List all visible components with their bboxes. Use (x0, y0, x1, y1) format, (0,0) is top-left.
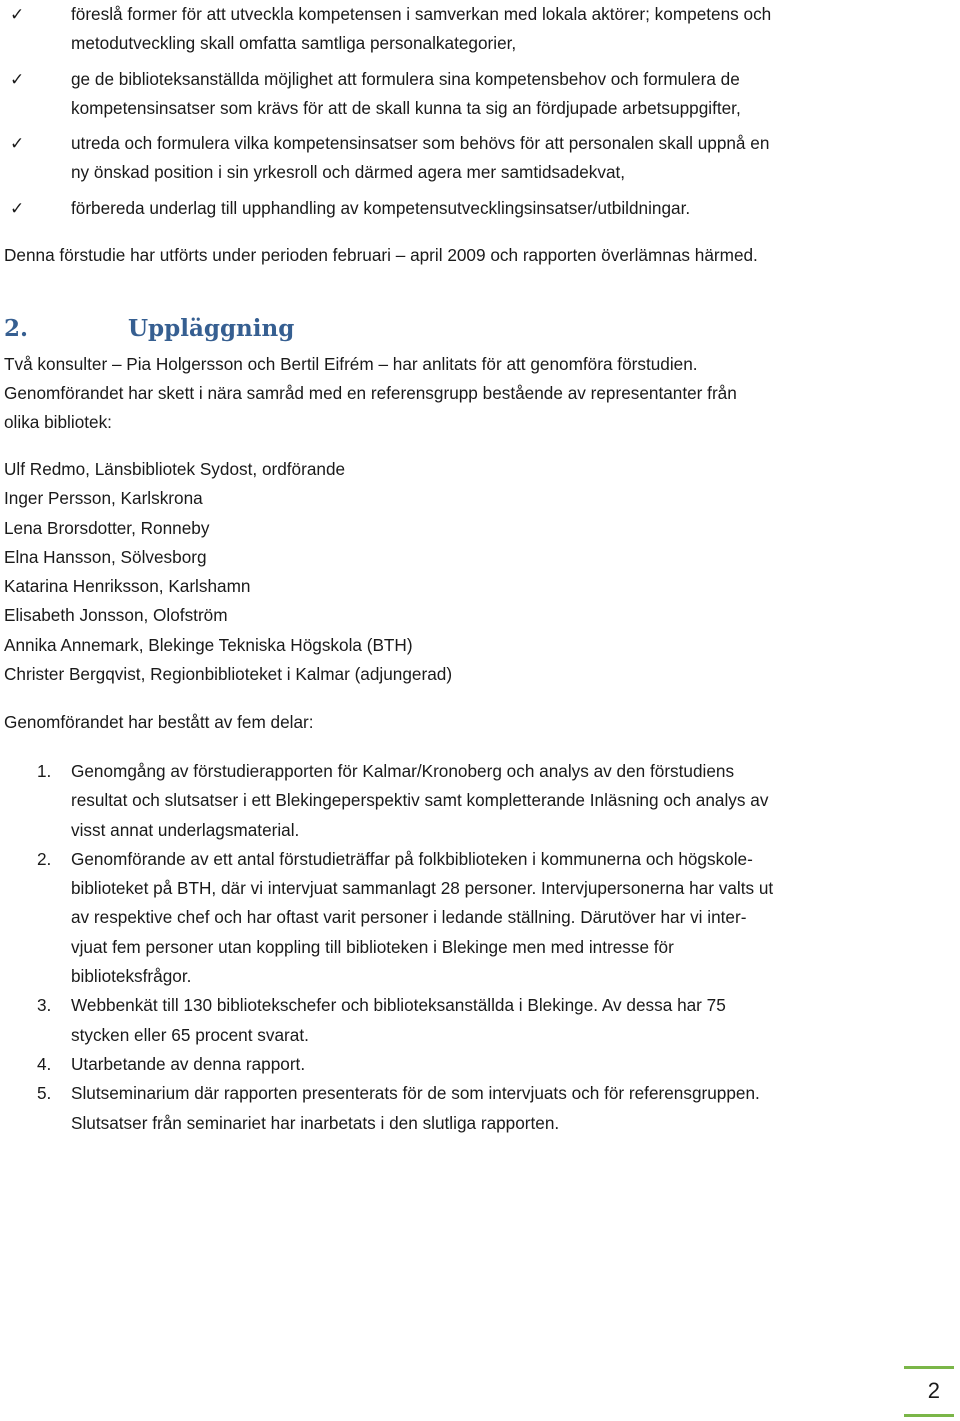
section-number: 2. (4, 315, 29, 342)
member-item: Elisabeth Jonsson, Olofström (4, 605, 228, 626)
step-line: stycken eller 65 procent svarat. (71, 1024, 309, 1045)
step-item (0, 1050, 880, 1079)
member-item: Elna Hansson, Sölvesborg (4, 546, 207, 567)
member-item: Inger Persson, Karlskrona (4, 488, 203, 509)
step-line: Genomförande av ett antal förstudieträffar på folkbiblioteken i kommunerna och högskole- (71, 848, 753, 869)
checklist-line: kompetensinsatser som krävs för att de skall kunna ta sig an fördjupade arbetsuppgifter, (71, 97, 741, 118)
member-item: Ulf Redmo, Länsbibliotek Sydost, ordförande (4, 459, 346, 479)
reference-group-paragraph (4, 379, 737, 438)
checklist-line: utreda och formulera vilka kompetensinsatser som behövs för att personalen skall uppnå en (71, 133, 770, 154)
step-line: biblioteket på BTH, där vi intervjuat sammanlagt 28 personer. Intervjupersonerna har valts ut (71, 878, 774, 899)
step-number: 1. (37, 761, 52, 781)
parts-intro: Genomförandet har bestått av fem delar: (4, 712, 314, 732)
checkmark-icon: ✓ (10, 69, 25, 90)
paragraph-line: Genomförandet har skett i nära samråd med en referensgrupp bestående av representanter från (4, 383, 737, 403)
step-line: Genomgång av förstudierapporten för Kalmar/Kronoberg och analys av den förstudiens (71, 761, 735, 781)
checklist-item (0, 65, 880, 124)
section-title: Uppläggning (128, 315, 295, 342)
step-line: Slutsatser från seminariet har inarbetats i den slutliga rapporten. (71, 1112, 560, 1133)
checklist-item (0, 0, 880, 59)
paragraph-line: olika bibliotek: (4, 412, 112, 433)
checklist-line: ny önskad position i sin yrkesroll och därmed agera mer samtidsadekvat, (71, 162, 626, 183)
step-line: Slutseminarium där rapporten presenterats för de som intervjuats och för referensgruppen. (71, 1083, 760, 1104)
step-line: Utarbetande av denna rapport. (71, 1053, 306, 1074)
member-item: Annika Annemark, Blekinge Tekniska Högskola (BTH) (4, 634, 413, 655)
checklist-line: metodutveckling skall omfatta samtliga personalkategorier, (71, 33, 517, 54)
checklist-item (0, 194, 880, 223)
step-item (0, 991, 880, 1050)
footer-rule-bottom (904, 1414, 954, 1417)
step-item (0, 757, 880, 845)
checkmark-icon: ✓ (10, 198, 25, 219)
step-line: biblioteksfrågor. (71, 966, 192, 987)
step-number: 3. (37, 995, 52, 1016)
step-line: visst annat underlagsmaterial. (71, 819, 300, 840)
step-line: resultat och slutsatser i ett Blekingeperspektiv samt kompletterande Inläsning och analys av (71, 790, 769, 811)
checklist-line: förbereda underlag till upphandling av kompetensutvecklingsinsatser/utbildningar. (71, 197, 691, 218)
step-item (0, 845, 880, 991)
step-item (0, 1079, 880, 1138)
section-heading (4, 312, 294, 346)
member-item: Lena Brorsdotter, Ronneby (4, 517, 210, 538)
step-line: Webbenkät till 130 bibliotekschefer och biblioteksanställda i Blekinge. Av dessa har 75 (71, 995, 726, 1016)
goal-checklist (0, 0, 880, 229)
checklist-line: föreslå former för att utveckla kompetensen i samverkan med lokala aktörer; kompetens och (71, 4, 772, 24)
step-number: 5. (37, 1083, 52, 1104)
step-line: vjuat fem personer utan koppling till biblioteken i Blekinge men med intresse för (71, 936, 674, 957)
period-paragraph: Denna förstudie har utförts under perioden februari – april 2009 och rapporten överlämnas härmed. (4, 245, 758, 265)
checklist-item (0, 129, 880, 188)
steps-list (0, 757, 880, 1138)
step-number: 4. (37, 1053, 52, 1074)
reference-group-list (4, 455, 452, 689)
footer-rule-top (904, 1366, 954, 1369)
consultants-paragraph: Två konsulter – Pia Holgersson och Bertil Eifrém – har anlitats för att genomföra förstudien. (4, 354, 698, 374)
member-item: Katarina Henriksson, Karlshamn (4, 576, 251, 597)
member-item: Christer Bergqvist, Regionbiblioteket i Kalmar (adjungerad) (4, 664, 453, 685)
step-number: 2. (37, 848, 52, 869)
checkmark-icon: ✓ (10, 134, 25, 155)
page-number: 2 (927, 1378, 940, 1403)
checklist-line: ge de biblioteksanställda möjlighet att formulera sina kompetensbehov och formulera de (71, 68, 740, 89)
checkmark-icon: ✓ (10, 5, 25, 25)
step-line: av respektive chef och har oftast varit personer i ledande ställning. Därutöver har vi inter- (71, 907, 747, 928)
